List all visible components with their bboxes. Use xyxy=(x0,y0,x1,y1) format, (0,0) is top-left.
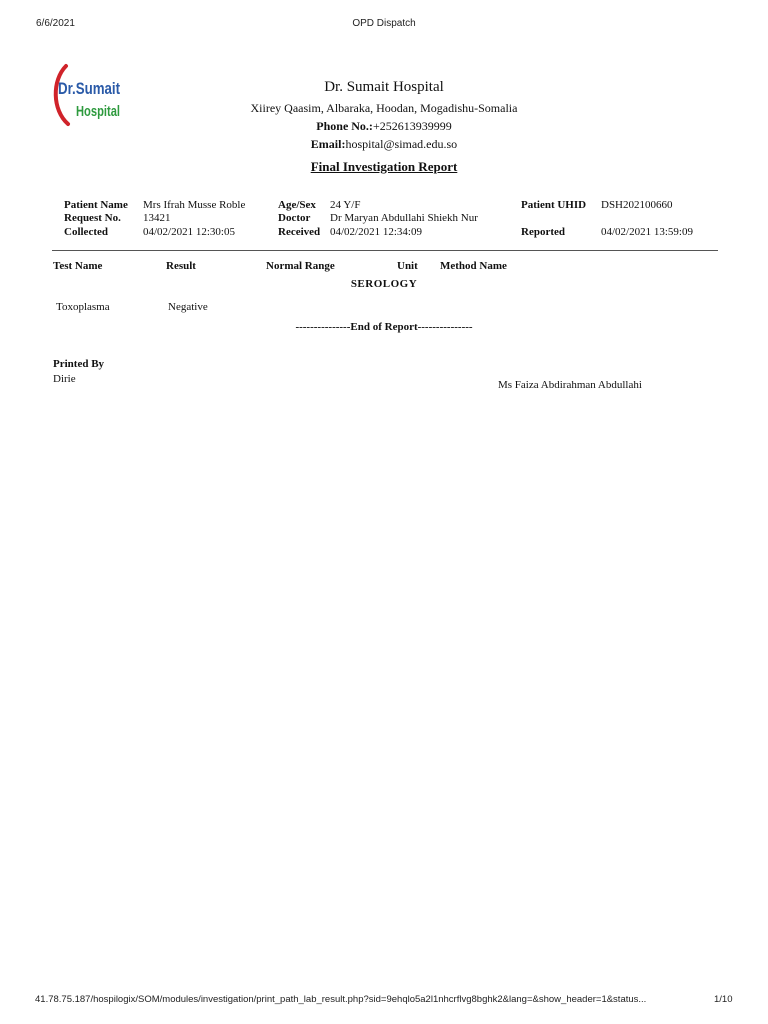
print-date: 6/6/2021 xyxy=(36,18,75,29)
print-url: 41.78.75.187/hospilogix/SOM/modules/investigation/print_path_lab_result.php?sid=9ehqlo5a2l1nhcrflvg8bghk2&lang=&show_header=1&status... xyxy=(35,994,647,1005)
received-label: Received xyxy=(278,226,321,238)
request-no: 13421 xyxy=(143,212,171,224)
hospital-name: Dr. Sumait Hospital xyxy=(324,79,444,95)
end-of-report: ---------------End of Report--------------- xyxy=(295,321,473,333)
hospital-email xyxy=(0,137,768,152)
age-sex-label: Age/Sex xyxy=(278,199,316,211)
col-result: Result xyxy=(166,260,196,272)
col-test-name: Test Name xyxy=(53,260,103,272)
patient-name: Mrs Ifrah Musse Roble xyxy=(143,199,246,211)
request-no-label: Request No. xyxy=(64,212,121,224)
reported-time: 04/02/2021 13:59:09 xyxy=(601,226,693,238)
doctor-name: Dr Maryan Abdullahi Shiekh Nur xyxy=(330,212,478,224)
reported-label: Reported xyxy=(521,226,565,238)
page-number: 1/10 xyxy=(714,994,733,1005)
hospital-address: Xiirey Qaasim, Albaraka, Hoodan, Mogadishu-Somalia xyxy=(250,101,518,115)
phone-label: Phone No.: xyxy=(316,119,373,133)
table-row-test: Toxoplasma xyxy=(56,301,110,313)
doctor-label: Doctor xyxy=(278,212,311,224)
collected-label: Collected xyxy=(64,226,108,238)
divider xyxy=(52,250,718,251)
section-heading: SEROLOGY xyxy=(350,278,418,290)
col-method-name: Method Name xyxy=(440,260,507,272)
patient-uhid-label: Patient UHID xyxy=(521,199,587,211)
col-normal-range: Normal Range xyxy=(266,260,335,272)
logo-line2: Hospital xyxy=(76,103,120,120)
table-row-result: Negative xyxy=(168,301,208,313)
patient-uhid: DSH202100660 xyxy=(601,199,673,211)
hospital-phone xyxy=(0,119,768,134)
age-sex: 24 Y/F xyxy=(330,199,361,211)
printed-by-label: Printed By xyxy=(53,358,105,370)
collected-time: 04/02/2021 12:30:05 xyxy=(143,226,235,238)
patient-name-label: Patient Name xyxy=(64,199,128,211)
print-title: OPD Dispatch xyxy=(352,18,416,29)
printed-by-name: Dirie xyxy=(53,373,76,385)
logo-line1: Dr.Sumait xyxy=(58,79,121,98)
email-label: Email: xyxy=(310,137,346,151)
email-value: hospital@simad.edu.so xyxy=(345,137,458,151)
received-time: 04/02/2021 12:34:09 xyxy=(330,226,422,238)
report-title: Final Investigation Report xyxy=(310,159,458,174)
phone-value: +252613939999 xyxy=(372,119,452,133)
col-unit: Unit xyxy=(397,260,418,272)
signatory-name: Ms Faiza Abdirahman Abdullahi xyxy=(498,379,642,391)
